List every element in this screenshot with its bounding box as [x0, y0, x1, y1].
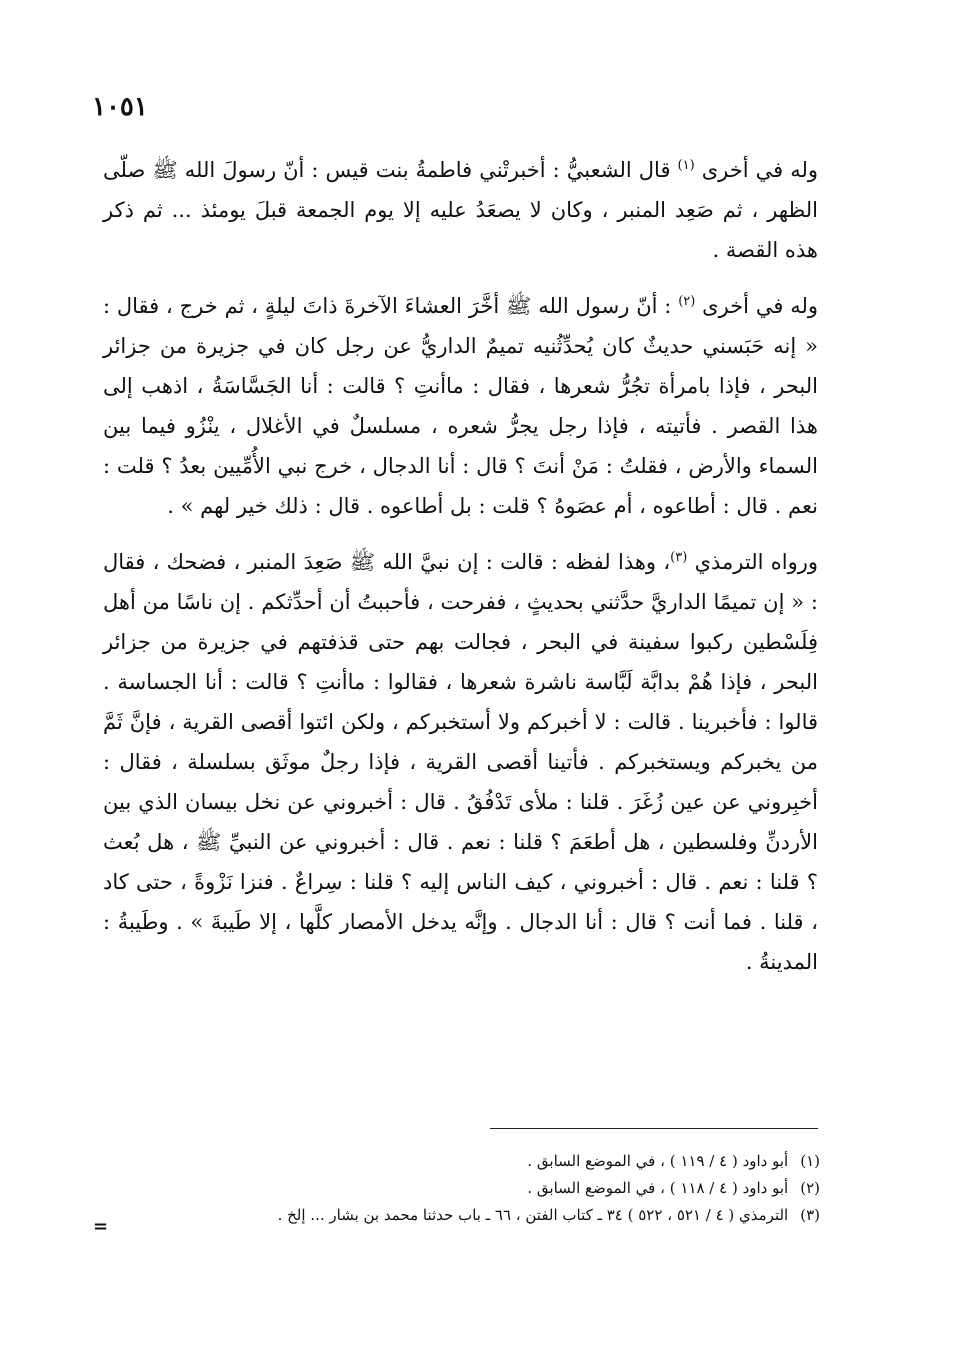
- continuation-mark: =: [93, 1216, 109, 1237]
- footnote-number: (١): [800, 1152, 820, 1170]
- footnotes: [230, 1148, 820, 1229]
- footnote-number: (٢): [800, 1179, 820, 1197]
- footnote-text: الترمذي ( ٤ / ٥٢١ ، ٥٢٢ ) ٣٤ ـ كتاب الفتن ، ٦٦ ـ باب حدثنا محمد بن بشار ... إلخ .: [277, 1206, 789, 1224]
- paragraph-1: [103, 150, 818, 270]
- paragraph-1-lead: وله في أخرى: [694, 158, 818, 182]
- paragraph-3-lead: ورواه الترمذي: [687, 550, 818, 574]
- footnote-text: أبو داود ( ٤ / ١١٨ ) ، في الموضع السابق .: [527, 1179, 789, 1197]
- paragraph-3-body: ، وهذا لفظه : قالت : إن نبيَّ الله ﷺ صَعِدَ المنبر ، فضحك ، فقال : « إن تميمًا الداريَّ حدَّثني بحديثٍ ، ففرحت ، فأحببتُ أن أحدِّثكم . إن ناسًا من أهل فِلَسْطين ركبوا سفينة في البحر ، فجالت بهم حتى قذفتهم في جزيرة من جزائر البحر ، فإذا هُمْ بدابَّة لَبَّاسة ناشرة شعرها ، فقالوا : ماأنتِ ؟ قالت : أنا الجساسة . قالوا : فأخبرينا . قالت : لا أخبركم ولا أستخبركم ، ولكن ائتوا أقصى القرية ، فإنَّ ثَمَّ من يخبركم ويستخبركم . فأتينا أقصى القرية ، فإذا رجلٌ موثَق بسلسلة ، فقال : أخبِروني عن عين زُغَرَ . قلنا : ملأى تَدْفُقُ . قال : أخبروني عن نخل بيسان الذي بين الأردنِّ وفلسطين ، هل أطعَمَ ؟ قلنا : نعم . قال : أخبروني عن النبيِّ ﷺ ، هل بُعث ؟ قلنا : نعم . قال : أخبروني ، كيف الناس إليه ؟ قلنا : سِراعٌ . فنزا نَزْوةً ، حتى كاد ، قلنا . فما أنت ؟ قال : أنا الدجال . وإنَّه يدخل الأمصار كلَّها ، إلا طَيبةَ » . وطَيبةُ : المدينةُ .: [103, 550, 818, 974]
- footnote-ref-3: (٣): [670, 550, 688, 565]
- paragraph-2-lead: وله في أخرى: [695, 294, 818, 318]
- main-text: [103, 150, 818, 998]
- footnote-number: (٣): [800, 1206, 820, 1224]
- footnote-1: [230, 1148, 820, 1175]
- paragraph-3: [103, 542, 818, 982]
- paragraph-2: [103, 286, 818, 526]
- footnote-text: أبو داود ( ٤ / ١١٩ ) ، في الموضع السابق .: [527, 1152, 789, 1170]
- paragraph-1-body: قال الشعبيُّ : أخبرتْني فاطمةُ بنت قيس : أنّ رسولَ الله ﷺ صلّى الظهر ، ثم صَعِد المنبر ، وكان لا يصعَدُ عليه إلا يوم الجمعة قبلَ يومئذ ... ثم ذكر هذه القصة .: [103, 158, 818, 262]
- paragraph-2-body: : أنّ رسول الله ﷺ أخَّرَ العشاءَ الآخرةَ ذاتَ ليلةٍ ، ثم خرج ، فقال : « إنه حَبَسني حديثٌ كان يُحدِّثُنيه تميمٌ الداريُّ عن رجل كان في جزيرة من جزائر البحر ، فإذا بامرأة تجُرُّ شعرها ، فقال : ماأنتِ ؟ قالت : أنا الجَسَّاسَةُ ، اذهب إلى هذا القصر . فأتيته ، فإذا رجل يجرُّ شعره ، مسلسلٌ في الأغلال ، ينْزُو فيما بين السماء والأرض ، فقلتُ : مَنْ أنتَ ؟ قال : أنا الدجال ، خرج نبي الأُمِّيين بعدُ ؟ قلت : نعم . قال : أطاعوه ، أم عصَوهُ ؟ قلت : بل أطاعوه . قال : ذلك خير لهم » .: [103, 294, 818, 518]
- footnote-ref-2: (٢): [678, 294, 696, 309]
- footnote-2: [230, 1175, 820, 1202]
- footnote-ref-1: (١): [677, 158, 695, 173]
- page-number: ١٠٥١: [92, 92, 148, 122]
- footnote-divider: [490, 1128, 818, 1129]
- footnote-3: [230, 1202, 820, 1229]
